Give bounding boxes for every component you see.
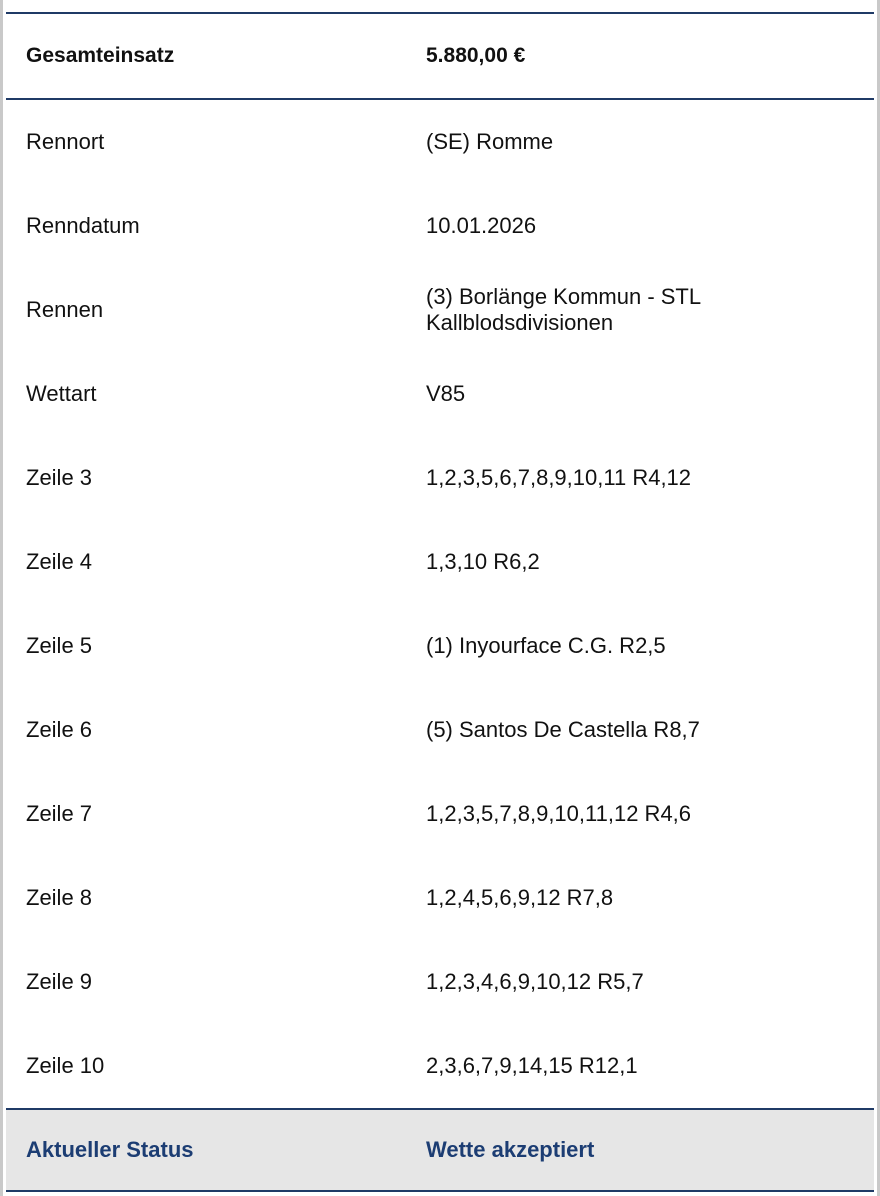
row-value: 1,2,3,5,6,7,8,9,10,11 R4,12 [426,465,692,490]
row-value: 1,2,3,4,6,9,10,12 R5,7 [426,969,644,994]
row-label: Zeile 4 [26,549,93,574]
detail-row-zeile-10 [6,1024,874,1108]
row-value: 1,3,10 R6,2 [426,549,540,574]
row-label: Zeile 3 [26,465,93,490]
status-row [6,1108,874,1192]
detail-row-zeile-4 [6,520,874,604]
row-label: Zeile 5 [26,633,93,658]
detail-row-zeile-9 [6,940,874,1024]
summary-value: 5.880,00 € [426,44,526,67]
row-value: 1,2,4,5,6,9,12 R7,8 [426,885,614,910]
row-value: (5) Santos De Castella R8,7 [426,717,700,742]
row-label: Rennen [26,297,104,322]
row-label: Rennort [26,129,105,154]
summary-label: Gesamteinsatz [26,44,175,67]
row-label: Zeile 7 [26,801,93,826]
row-label: Zeile 8 [26,885,93,910]
summary-row [6,14,874,100]
row-value: (SE) Romme [426,129,554,154]
row-label: Renndatum [26,213,140,238]
detail-row-wettart [6,352,874,436]
row-value: V85 [426,381,466,406]
row-value: 10.01.2026 [426,213,537,238]
row-label: Zeile 9 [26,969,93,994]
row-value: 1,2,3,5,7,8,9,10,11,12 R4,6 [426,801,692,826]
detail-row-zeile-8 [6,856,874,940]
detail-row-zeile-3 [6,436,874,520]
row-label: Wettart [26,381,97,406]
status-value: Wette akzeptiert [426,1137,595,1162]
row-value: 2,3,6,7,9,14,15 R12,1 [426,1053,638,1078]
row-label: Zeile 10 [26,1053,105,1078]
detail-row-zeile-7 [6,772,874,856]
row-label: Zeile 6 [26,717,93,742]
status-label: Aktueller Status [26,1137,194,1162]
detail-row-renndatum [6,184,874,268]
row-value: (3) Borlänge Kommun - STL Kallblodsdivisionen [426,284,701,335]
detail-row-zeile-5 [6,604,874,688]
detail-row-zeile-6 [6,688,874,772]
row-value: (1) Inyourface C.G. R2,5 [426,633,666,658]
detail-row-rennort [6,100,874,184]
detail-row-rennen [6,268,874,352]
